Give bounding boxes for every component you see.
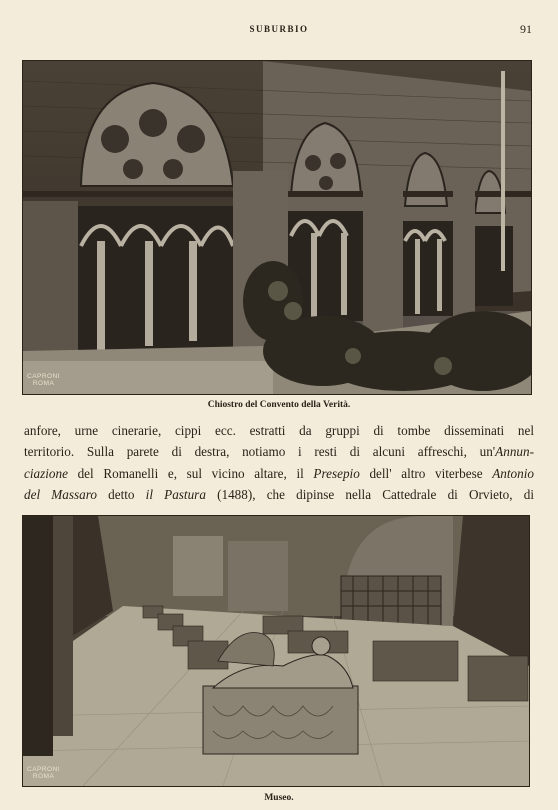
text-line: ciazione del Romanelli e, sul vicino altare, il Presepio dell' altro viterbese Antonio — [24, 465, 534, 481]
text-line: anfore, urne cinerarie, cippi ecc. estratti da gruppi di tombe disseminati nel — [24, 423, 534, 438]
figure-caption-bottom: Museo. — [264, 793, 294, 803]
running-title: SUBURBIO — [249, 24, 309, 34]
photo-credit: CAPRONI ROMA — [27, 373, 61, 387]
page-number: 91 — [520, 22, 532, 36]
text-line: territorio. Sulla parete di destra, notiamo i resti di alcuni affreschi, un'Annun- — [24, 444, 534, 460]
body-paragraph — [24, 420, 534, 506]
text-line: del Massaro detto il Pastura (1488), che dipinse nella Cattedrale di Orvieto, di — [24, 487, 534, 503]
photo-credit: CAPRONI ROMA — [27, 766, 61, 780]
museum-photograph — [22, 515, 530, 787]
figure-caption-top: Chiostro del Convento della Verità. — [207, 400, 351, 410]
museum-illustration — [23, 516, 529, 786]
cloister-photograph — [22, 60, 532, 395]
cloister-illustration — [23, 61, 531, 394]
